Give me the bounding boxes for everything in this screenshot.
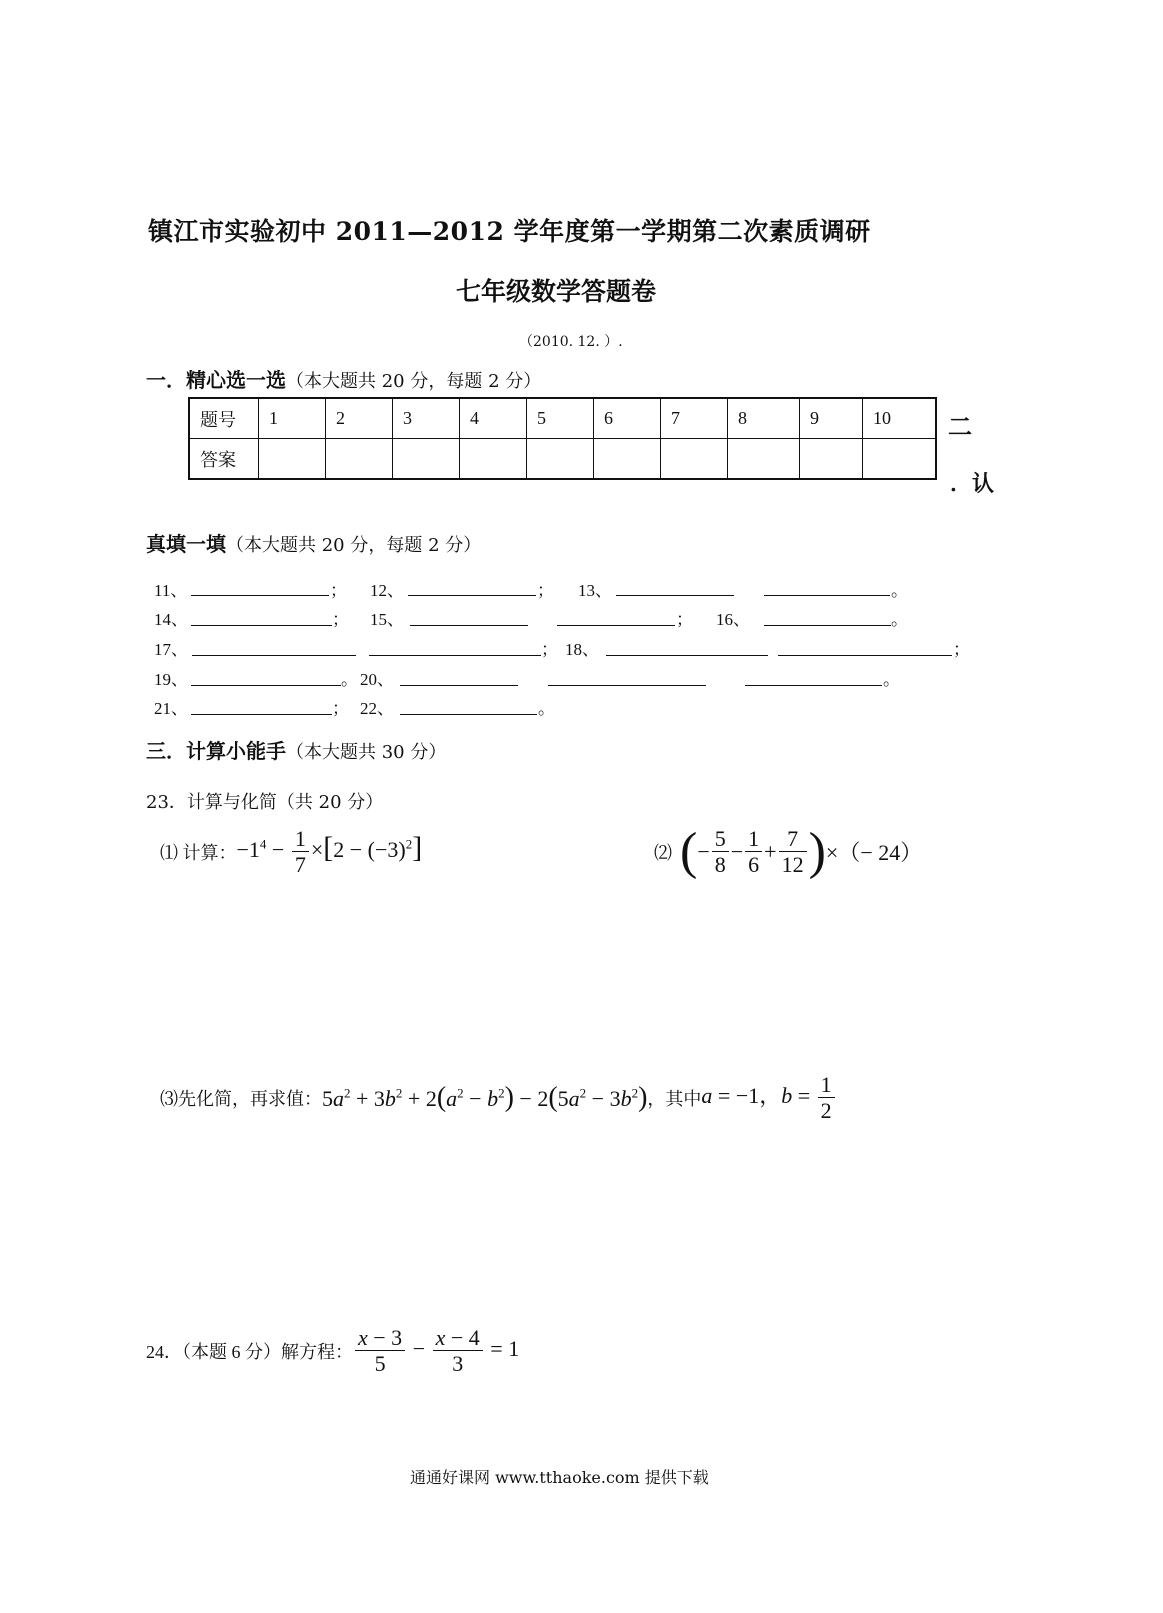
question-23: 23．计算与化简（共 20 分）	[146, 792, 384, 813]
table-cell-label-number: 题号	[189, 398, 259, 439]
fill-blank-20a[interactable]	[400, 685, 518, 686]
question-23-3-label: ⑶先化简，再求值：	[160, 1088, 322, 1109]
answer-table	[188, 397, 937, 480]
fill-blank-20b[interactable]	[548, 685, 706, 686]
table-cell-number: 2	[326, 398, 393, 439]
fill-blank-13a[interactable]	[616, 595, 734, 596]
section-1-note: （本大题共 20 分，每题 2 分）	[286, 371, 542, 392]
section-1-title: 一．精心选一选	[146, 368, 286, 392]
fill-label-11: 11、	[154, 581, 188, 600]
fill-blank-17b[interactable]	[369, 655, 541, 656]
fill-blank-18a[interactable]	[606, 655, 768, 656]
answer-table-row-numbers	[189, 398, 936, 439]
page-title: 镇江市实验初中 2011—2012 学年度第一学期第二次素质调研	[148, 217, 871, 246]
fill-blank-12[interactable]	[408, 595, 536, 596]
fill-period: 。	[538, 699, 555, 718]
answer-cell[interactable]	[527, 439, 594, 480]
section-1-heading	[146, 364, 541, 393]
table-cell-number: 3	[393, 398, 460, 439]
question-24	[146, 1325, 519, 1377]
fill-semicolon: ；	[676, 610, 693, 629]
question-23-2	[654, 822, 922, 881]
fill-label-12: 12、	[370, 581, 404, 600]
section-2-title: 真填一填	[146, 532, 226, 556]
answer-cell[interactable]	[661, 439, 728, 480]
fill-blank-22[interactable]	[400, 714, 537, 715]
fill-label-21: 21、	[154, 699, 188, 718]
fill-blank-14[interactable]	[191, 625, 332, 626]
question-23-3-where: ，其中	[647, 1088, 702, 1109]
fill-label-13: 13、	[578, 581, 612, 600]
table-cell-number: 9	[800, 398, 863, 439]
fill-semicolon: ；	[953, 640, 970, 659]
answer-table-row-answers	[189, 439, 936, 480]
formula-23-3-values: a = −1，b = $\frac{1}{2}$	[701, 1072, 836, 1124]
table-cell-number: 5	[527, 398, 594, 439]
section-2-number-fragment: 二	[948, 413, 972, 441]
table-cell-number: 4	[460, 398, 527, 439]
table-cell-number: 1	[259, 398, 326, 439]
fill-blank-21[interactable]	[191, 714, 332, 715]
answer-cell[interactable]	[800, 439, 863, 480]
section-2-note: （本大题共 20 分，每题 2 分）	[226, 535, 482, 556]
fill-blank-15a[interactable]	[410, 625, 528, 626]
section-2-title-fragment: ．认	[950, 472, 995, 497]
answer-cell[interactable]	[728, 439, 800, 480]
answer-cell[interactable]	[863, 439, 937, 480]
table-cell-number: 7	[661, 398, 728, 439]
fill-label-17: 17、	[154, 640, 188, 659]
fill-blank-16[interactable]	[764, 625, 891, 626]
fill-label-16: 16、	[716, 610, 750, 629]
fill-blank-18b[interactable]	[778, 655, 952, 656]
fill-semicolon: ；	[541, 640, 558, 659]
table-cell-number: 6	[594, 398, 661, 439]
formula-24: $\frac{x - 3}{5}$ − $\frac{x - 4}{3}$ = 1	[353, 1325, 519, 1377]
fill-semicolon: ；	[332, 610, 349, 629]
fill-period: 。	[341, 670, 358, 689]
fill-label-18: 18、	[565, 640, 599, 659]
fill-label-14: 14、	[154, 610, 188, 629]
question-24-label: 24．（本题 6 分）解方程：	[146, 1341, 353, 1362]
fill-semicolon: ；	[330, 581, 347, 600]
section-3-heading	[146, 735, 446, 764]
fill-period: 。	[891, 610, 908, 629]
page-subtitle: 七年级数学答题卷	[456, 277, 657, 306]
fill-period: 。	[883, 670, 900, 689]
table-cell-number: 8	[728, 398, 800, 439]
section-3-note: （本大题共 30 分）	[286, 742, 447, 763]
footer-text: 通通好课网 www.tthaoke.com 提供下载	[410, 1468, 709, 1487]
answer-cell[interactable]	[460, 439, 527, 480]
answer-cell[interactable]	[259, 439, 326, 480]
answer-cell[interactable]	[326, 439, 393, 480]
fill-period: 。	[891, 581, 908, 600]
question-23-2-label: ⑵	[654, 842, 672, 863]
formula-23-3: $5a^2 + 3b^2 + 2(a^2 - b^2) - 2(5a^2 - 3b^2)$	[322, 1081, 648, 1113]
fill-blank-20c[interactable]	[745, 685, 882, 686]
formula-23-2: ( − $\frac{5}{8}$ − $\frac{1}{6}$ + $\frac{7}{12}$ ) ×（− 24）	[680, 823, 923, 880]
table-cell-number: 10	[863, 398, 937, 439]
section-3-title: 三．计算小能手	[146, 739, 286, 763]
question-23-3	[160, 1072, 837, 1124]
table-cell-label-answer: 答案	[189, 439, 259, 480]
fill-label-19: 19、	[154, 670, 188, 689]
fill-blank-11[interactable]	[191, 595, 329, 596]
fill-blank-15b[interactable]	[557, 625, 675, 626]
question-23-1-label: ⑴ 计算：	[160, 842, 237, 863]
fill-semicolon: ；	[537, 581, 554, 600]
fill-label-15: 15、	[370, 610, 404, 629]
fill-blank-17a[interactable]	[192, 655, 356, 656]
fill-label-20: 20、	[360, 670, 394, 689]
answer-cell[interactable]	[393, 439, 460, 480]
fill-blank-19[interactable]	[191, 685, 341, 686]
answer-cell[interactable]	[594, 439, 661, 480]
fill-blank-13b[interactable]	[764, 595, 890, 596]
formula-23-1: $-1^4$ − $\frac{1}{7}$ $\times[2 - (-3)^2]$	[236, 826, 423, 878]
section-2-heading	[146, 528, 481, 557]
fill-label-22: 22、	[360, 699, 394, 718]
question-23-1	[160, 826, 422, 878]
fill-semicolon: ；	[332, 699, 349, 718]
exam-date: （2010. 12. ）.	[519, 334, 623, 350]
